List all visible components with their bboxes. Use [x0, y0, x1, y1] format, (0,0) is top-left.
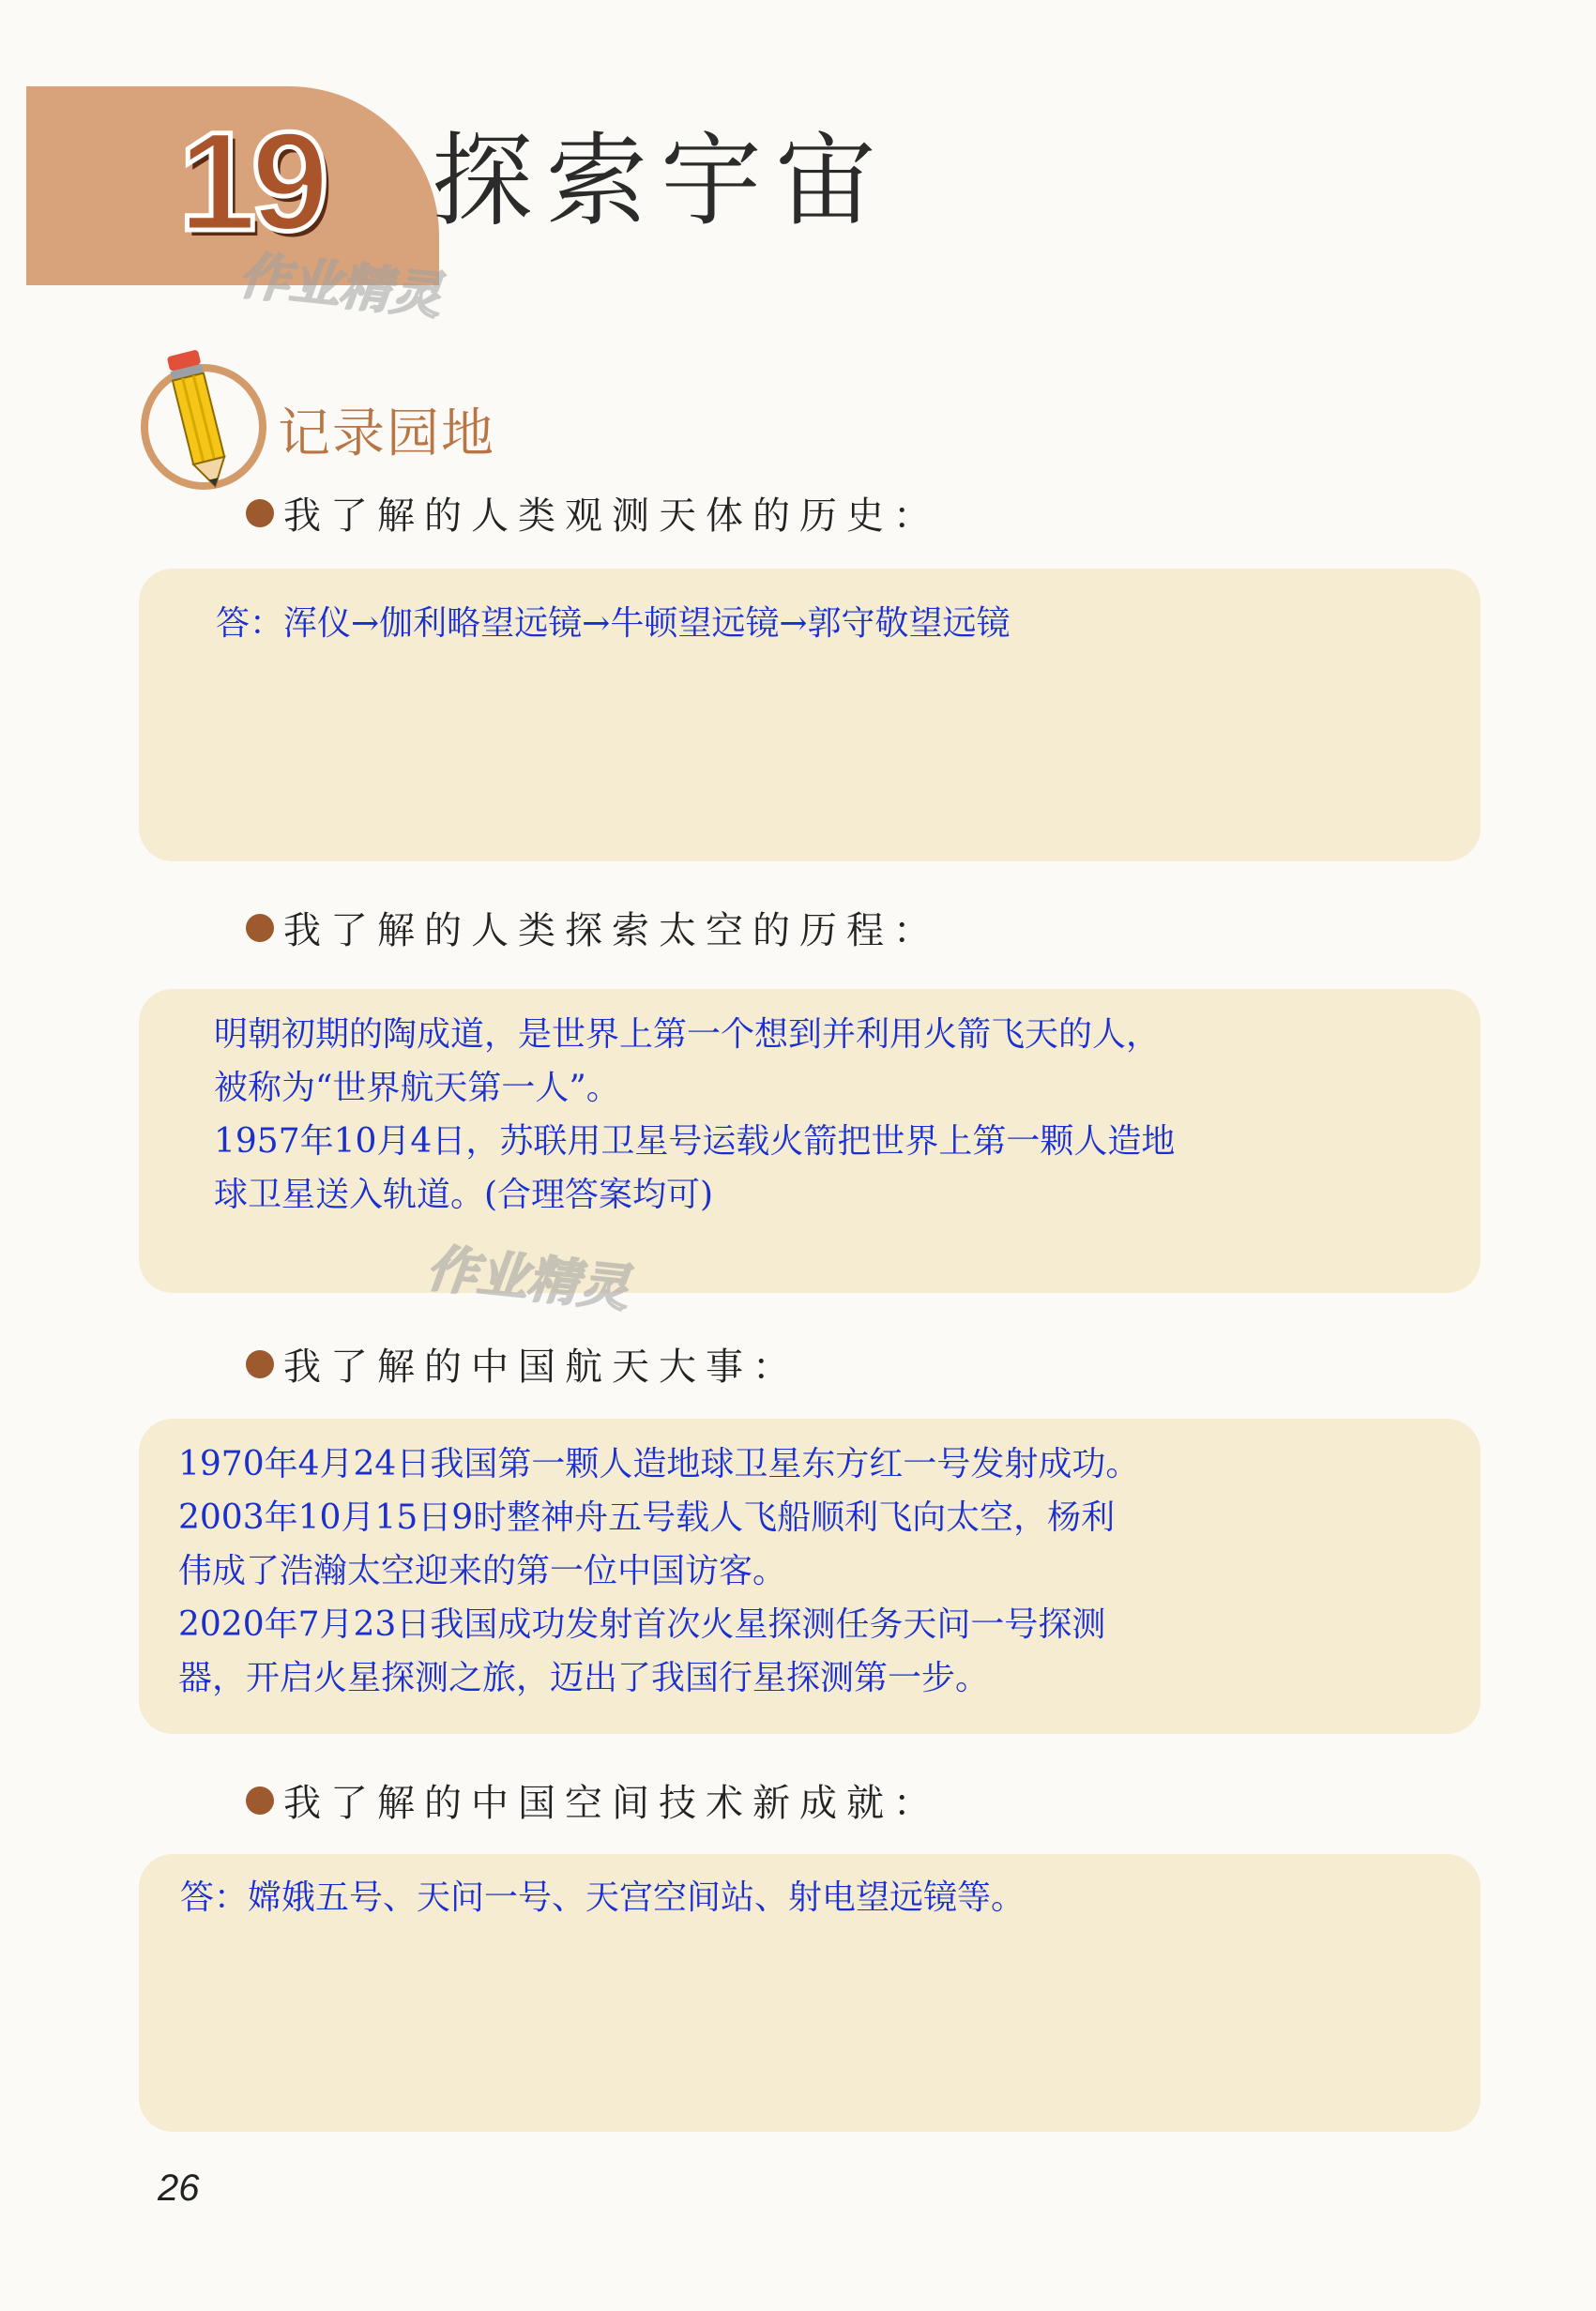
bullet-dot-icon: [246, 499, 274, 527]
question-text: 我了解的人类观测天体的历史：: [283, 494, 940, 538]
bullet-dot-icon: [246, 1350, 274, 1378]
answer-box: [139, 569, 1481, 861]
answer-text: 1970年4月24日我国第一颗人造地球卫星东方红一号发射成功。 2003年10月15日9时整神舟五号载人飞船顺利飞向太空，杨利 伟成了浩瀚太空迎来的第一位中国访客。 2020年7月23日我国成功发射首次火星探测任务天问一号探测 器，开启火星探测之旅，迈出了我国行星探测第一步。: [178, 1445, 1140, 1697]
answer-text: 答：嫦娥五号、天问一号、天宫空间站、射电望远镜等。: [180, 1878, 1026, 1917]
question-prompt: [246, 901, 940, 954]
section-heading: 记录园地: [278, 403, 495, 464]
question-prompt: [246, 1337, 799, 1391]
chapter-number: 19: [178, 102, 324, 260]
answer-text: 明朝初期的陶成道，是世界上第一个想到并利用火箭飞天的人， 被称为“世界航天第一人”。 1957年10月4日，苏联用卫星号运载火箭把世界上第一颗人造地 球卫星送入轨道。(合理答案均可): [214, 1015, 1176, 1214]
question-text: 我了解的中国航天大事：: [283, 1346, 799, 1389]
answer-text: 答：浑仪→伽利略望远镜→牛顿望远镜→郭守敬望远镜: [216, 604, 1011, 643]
bullet-dot-icon: [246, 1786, 274, 1815]
answer-box: [139, 1419, 1481, 1734]
question-text: 我了解的人类探索太空的历程：: [283, 909, 940, 952]
question-prompt: [246, 486, 940, 540]
answer-box: [139, 989, 1481, 1293]
answer-box: [139, 1854, 1481, 2132]
watermark: 作业精灵: [236, 245, 445, 327]
bullet-dot-icon: [246, 914, 274, 942]
question-text: 我了解的中国空间技术新成就：: [283, 1782, 940, 1825]
page-number: 26: [158, 2167, 200, 2209]
question-prompt: [246, 1773, 940, 1827]
chapter-title: 探索宇宙: [432, 123, 890, 240]
pencil-icon: [158, 345, 242, 495]
